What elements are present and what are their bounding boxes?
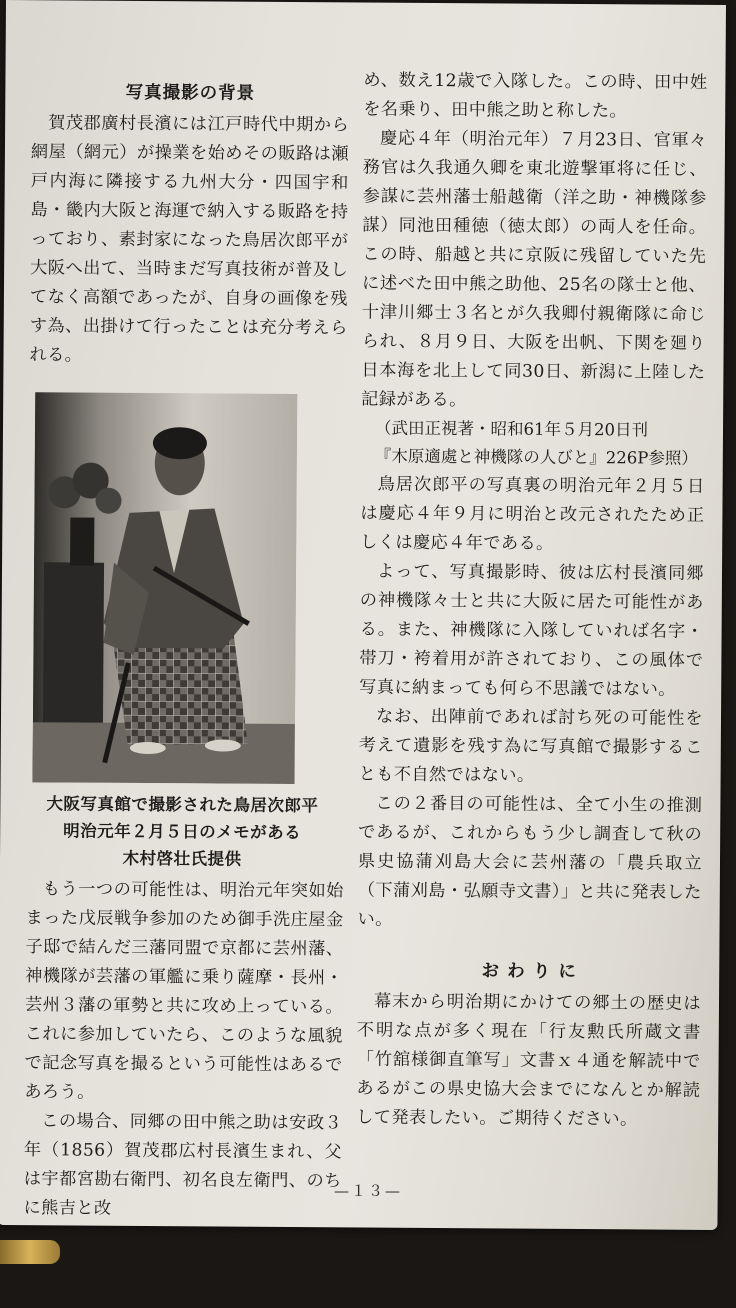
paragraph: なお、出陣前であれば討ち死の可能性を考えて遺影を残す為に写真館で撮影することも不自然ではない。 [358,706,704,786]
page-number: —１３— [333,1182,402,1200]
paragraph: 幕末から明治期にかけての郷土の歴史は不明な点が多く現在「行友勲氏所蔵文書「竹舘様御直筆写」文書ｘ４通を解読中であるがこの県史協大会までになんとか解読して発表したい。ご期待ください。 [356,991,702,1130]
left-column [23,74,349,1225]
portrait-photo [33,392,298,784]
pen-object [0,1240,60,1264]
section-heading-conclusion: お わ り に [481,961,577,983]
caption-line: 明治元年２月５日のメモがある [63,821,302,843]
caption-line: 大阪写真館で撮影された鳥居次郎平 [46,794,319,816]
citation-line: （武田正視著・昭和61年５月20日刊 [374,418,649,440]
paragraph: この場合、同郷の田中熊之助は安政３年（1856）賀茂郡広村長濱生まれ、父は宇都宮勘右衛門、初名良左衛門、のちに熊吉と改 [23,1111,343,1219]
section-heading-photo-background: 写真撮影の背景 [125,82,256,104]
right-column [356,66,707,1134]
photo-caption [20,790,345,873]
caption-line: 木村啓壮氏提供 [122,848,242,869]
samurai-portrait-image [33,392,298,784]
paragraph: 慶応４年（明治元年）７月23日、官軍々務官は久我通久卿を東北遊撃軍将に任じ、参謀に芸州藩士船越衛（洋之助・神機隊参謀）同池田種徳（徳太郎）の両人を任命。この時、船越と共に京阪に残留していた先に述べた田中熊之助他、25名の隊士と他、十津川郷士３名とが久我卿付親衛隊に命じられ、８月９日、大阪を出帆、下関を廻り日本海を北上して同30日、新潟に上陸した記録がある。 [361,128,708,411]
paragraph: め、数え12歳で入隊した。この時、田中姓を名乗り、田中熊之助と称した。 [363,70,708,122]
paragraph: 賀茂郡廣村長濱には江戸時代中期から網屋（網元）が操業を始めその販路は瀬戸内海に隣接する九州大分・四国宇和島・畿内大阪と海運で納入する販路を持っており、素封家になった鳥居次郎平が大阪へ出て、当時まだ写真技術が普及してなく高額であったが、自身の画像を残す為、出掛けて行ったことは充分考えられる。 [29,113,350,366]
paragraph: 鳥居次郎平の写真裏の明治元年２月５日は慶応４年９月に明治と改元されたため正しくは慶応４年である。 [360,474,705,554]
paragraph: もう一つの可能性は、明治元年突如始まった戊辰戦争参加のため御手洗庄屋金子邸で結んだ三藩同盟で京都に芸州藩、神機隊が芸藩の軍艦に乗り薩摩・長州・芸州３藩の軍勢と共に攻め上っている。これに参加していたら、このような風貌で記念写真を撮るという可能性はあるであろう。 [24,879,344,1103]
paragraph: よって、写真撮影時、彼は広村長濱同郷の神機隊々士と共に大阪に居た可能性がある。また、神機隊に入隊していれば名字・帯刀・袴着用が許されており、この風体で写真に納まっても何ら不思議ではない。 [359,561,705,700]
citation-line: 『木原適處と神機隊の人びと』226P参照） [374,446,698,468]
paragraph: この２番目の可能性は、全て小生の推測であるが、これからもう少し調査して秋の県史協蒲刈島大会に芸州藩の「農兵取立（下蒲刈島・弘願寺文書）」と共に発表したい。 [357,793,703,930]
